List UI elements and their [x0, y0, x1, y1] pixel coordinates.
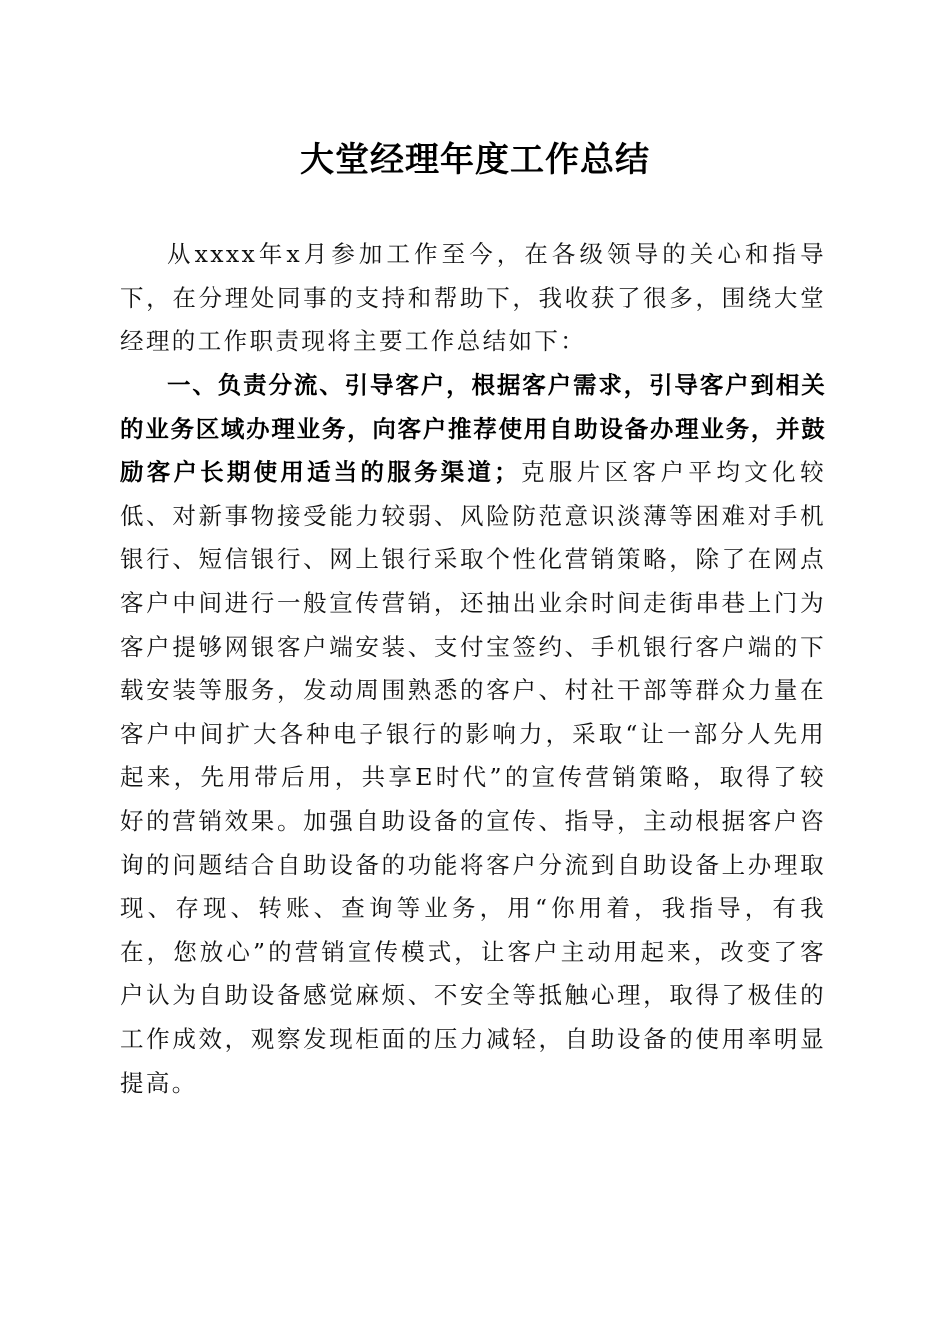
- section-1-body: 克服片区客户平均文化较低、对新事物接受能力较弱、风险防范意识淡薄等困难对手机银行、短信银行、网上银行采取个性化营销策略，除了在网点客户中间进行一般宣传营销，还抽出业余时间走街串巷上门为客户提够网银客户端安装、支付宝签约、手机银行客户端的下载安装等服务，发动周围熟悉的客户、村社干部等群众力量在客户中间扩大各种电子银行的影响力，采取“让一部分人先用起来，先用带后用，共享E时代”的宣传营销策略，取得了较好的营销效果。加强自助设备的宣传、指导，主动根据客户咨询的问题结合自助设备的功能将客户分流到自助设备上办理取现、存现、转账、查询等业务，用“你用着，我指导，有我在，您放心”的营销宣传模式，让客户主动用起来，改变了客户认为自助设备感觉麻烦、不安全等抵触心理，取得了极佳的工作成效，观察发现柜面的压力减轻，自助设备的使用率明显提高。: [120, 458, 827, 1097]
- section-1-heading: 一、负责分流、引导客户，根据客户需求，引导客户到相关的业务区域办理业务，向客户推荐使用自助设备办理业务，并鼓励客户长期使用适当的服务渠道；: [120, 371, 826, 487]
- intro-paragraph: 从xxxx年x月参加工作至今，在各级领导的关心和指导下，在分理处同事的支持和帮助下，我收获了很多，围绕大堂经理的工作职责现将主要工作总结如下：: [120, 240, 826, 356]
- document-title: 大堂经理年度工作总结: [300, 140, 650, 180]
- section-1-paragraph: [120, 364, 826, 1105]
